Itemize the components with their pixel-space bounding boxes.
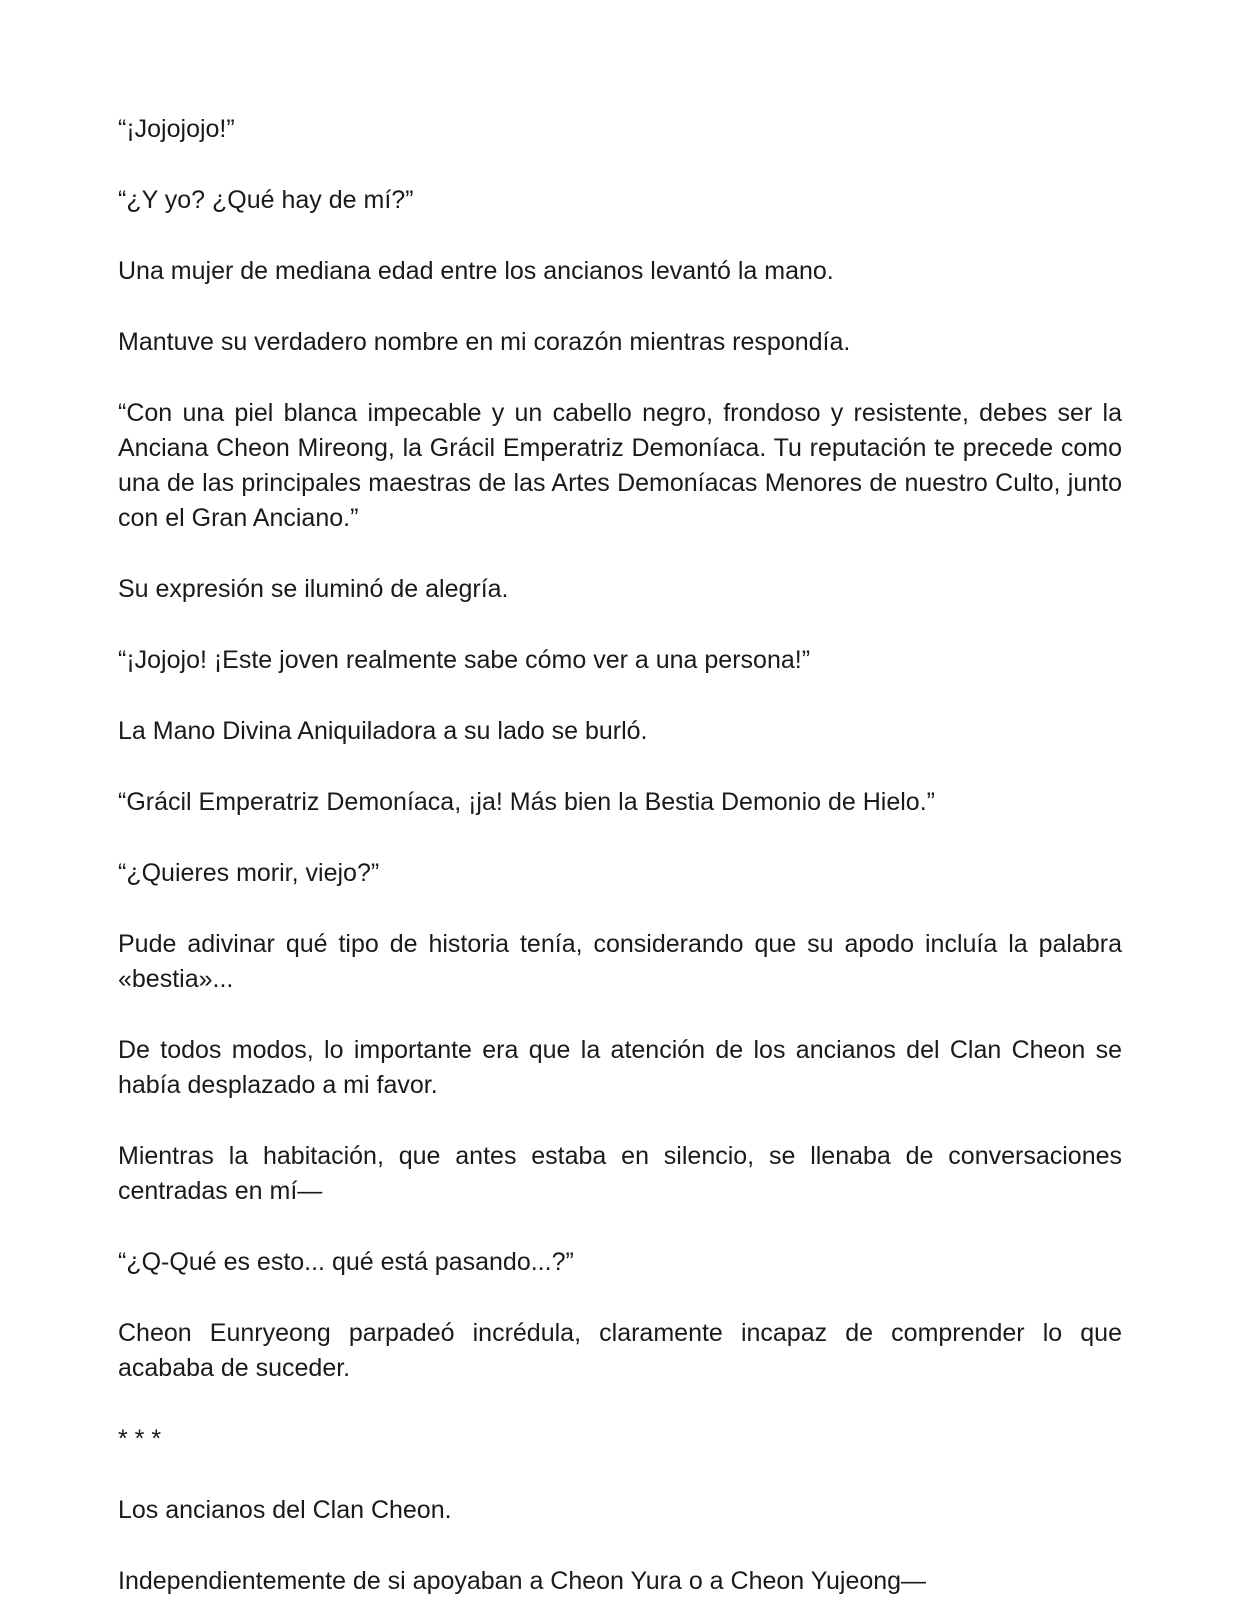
scene-break: * * *	[118, 1425, 162, 1453]
narration-paragraph: Mantuve su verdadero nombre en mi corazón mientras respondía.	[118, 328, 851, 356]
dialogue-paragraph: “Con una piel blanca impecable y un cabello negro, frondoso y resistente, debes ser la Anciana Cheon Mireong, la Grácil Emperatriz Demoníaca. Tu reputación te precede como una de las principales maestras de las Artes Demoníacas Menores de nuestro Culto, junto con el Gran Anciano.”	[118, 399, 1122, 532]
narration-paragraph: Su expresión se iluminó de alegría.	[118, 575, 509, 603]
dialogue-paragraph: “¡Jojojojo!”	[118, 115, 235, 143]
document-page	[118, 112, 1122, 1599]
narration-paragraph: Una mujer de mediana edad entre los ancianos levantó la mano.	[118, 257, 834, 285]
narration-paragraph: Cheon Eunryeong parpadeó incrédula, claramente incapaz de comprender lo que acababa de suceder.	[118, 1319, 1122, 1382]
narration-paragraph: Independientemente de si apoyaban a Cheon Yura o a Cheon Yujeong—	[118, 1567, 927, 1595]
dialogue-paragraph: “Grácil Emperatriz Demoníaca, ¡ja! Más bien la Bestia Demonio de Hielo.”	[118, 788, 935, 816]
narration-paragraph: Pude adivinar qué tipo de historia tenía, considerando que su apodo incluía la palabra «bestia»...	[118, 930, 1122, 993]
dialogue-paragraph: “¿Q-Qué es esto... qué está pasando...?”	[118, 1248, 574, 1276]
dialogue-paragraph: “¿Quieres morir, viejo?”	[118, 859, 380, 887]
narration-paragraph: Los ancianos del Clan Cheon.	[118, 1496, 452, 1524]
dialogue-paragraph: “¡Jojojo! ¡Este joven realmente sabe cómo ver a una persona!”	[118, 646, 811, 674]
narration-paragraph: Mientras la habitación, que antes estaba en silencio, se llenaba de conversaciones centradas en mí—	[118, 1142, 1122, 1205]
narration-paragraph: La Mano Divina Aniquiladora a su lado se burló.	[118, 717, 648, 745]
dialogue-paragraph: “¿Y yo? ¿Qué hay de mí?”	[118, 186, 414, 214]
narration-paragraph: De todos modos, lo importante era que la atención de los ancianos del Clan Cheon se había desplazado a mi favor.	[118, 1036, 1122, 1099]
